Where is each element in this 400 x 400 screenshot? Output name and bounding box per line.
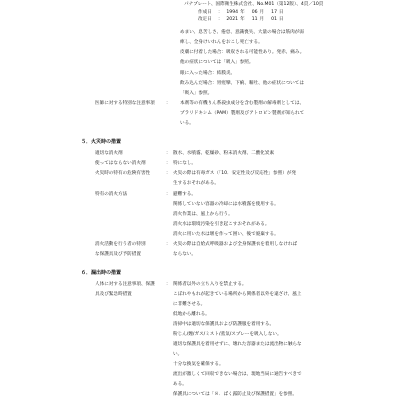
colon: ：	[166, 282, 171, 287]
field-label: 火災時の特有の危険有害性	[95, 171, 151, 176]
created-date: 作成日 ： 1994 年 06 月 17 日	[198, 9, 284, 15]
section-5-title: ５．火災時の措置	[81, 139, 122, 145]
field-value: 粉じん/煙/ガス/ミスト/蒸気/スプレーを吸入しない。	[173, 332, 282, 337]
field-value: ある。	[173, 382, 187, 387]
field-value: 消火作業は、風上から行う。	[173, 212, 233, 217]
symptom-line: 他の症状については「吸入」参照。	[180, 60, 254, 65]
symptom-line: 「吸入」参照。	[180, 91, 213, 96]
colon: ：	[166, 171, 171, 176]
symptom-line: 痺し、全身けいれんをおこし死亡する。	[180, 40, 263, 45]
field-value: 消火に用いた水は堰を作って囲い、後で廃棄する。	[173, 232, 279, 237]
field-value: 火災の際は自給式呼吸器および全身保護衣を着用しなければ	[173, 242, 298, 247]
colon: ：	[166, 101, 171, 106]
field-value: 生するおそれがある。	[173, 181, 219, 186]
symptom-line: めまい、息苦しさ、倦怠、意識喪失、大量の場合は筋肉が弱	[180, 30, 304, 35]
field-label: 適切な消火剤	[95, 151, 123, 156]
colon: ：	[166, 161, 171, 166]
field-label: 具及び緊急時措置	[95, 292, 132, 297]
field-value: 散水、水噴霧、乾燥砂、粉末消火剤、二酸化炭素	[173, 151, 275, 156]
colon: ：	[166, 151, 171, 156]
field-value: 清掃中は適切な保護具および防護服を着用する。	[173, 322, 275, 327]
section-6-title: ６．漏出時の措置	[81, 270, 122, 276]
field-value: 避難する。	[173, 192, 196, 197]
symptom-line: 飲み込んだ場合：胃痙攣、下痢、嘔吐、他の症状については	[180, 81, 304, 86]
field-value: 十分な換気を確保する。	[173, 362, 224, 367]
doctor-note-text: 本剤等の有機りん系殺虫成分を含む製剤の解毒剤としては、	[180, 101, 305, 106]
revised-date: 改定日 ： 2021 年 11 月 01 日	[198, 17, 284, 22]
field-label: 使ってはならない消火剤	[95, 161, 146, 166]
field-label: 特有の消火方法	[95, 192, 128, 197]
document-header	[184, 2, 323, 25]
field-value: ならない。	[173, 252, 196, 257]
field-value: 特になし。	[173, 161, 196, 166]
field-value: 保護具については「８．ばく露防止及び保護措置」を参照。	[173, 392, 297, 397]
field-value: に非難させる。	[173, 302, 206, 307]
doctor-note-text: プラリドキシム（PAM）製剤及びアトロピン製剤が知られて	[180, 111, 305, 116]
header-title: パナプレート、国際衛生株式会社、No.M01（第12版）、4頁／10頁	[184, 2, 324, 7]
symptom-line: 眼に入った場合：結膜炎。	[180, 71, 236, 76]
field-label: 消火活動を行う者の特別	[95, 242, 146, 247]
field-label: 人体に対する注意事項、保護	[95, 282, 155, 287]
field-value: い。	[173, 352, 183, 357]
field-value: 低地から離れる。	[173, 312, 210, 317]
field-label: な保護具及び予防措置	[95, 252, 141, 257]
field-value: 消火水は環境汚染を引き起こすおそれがある。	[173, 222, 270, 227]
field-value: 関係者以外の立ち入りを禁止する。	[173, 282, 247, 287]
field-value: こぼれやもれが起きている場所から関係者以外を遠ざけ、風上	[173, 292, 302, 297]
doctor-note-label: 医師に対する特別な注意事項	[95, 101, 155, 106]
doctor-note-text: いる。	[180, 121, 194, 126]
field-value: 流出が激しくて回収できない場合は、現地当局に通告すべきで	[173, 372, 302, 377]
field-value: 関係していない容器の冷却には水噴霧を使用する。	[173, 202, 279, 207]
symptom-line: 皮膚に付着した場合：吸収される可能性あり。発赤、痛み。	[180, 50, 305, 55]
field-value: 火災の際は有毒ガス（「10．安定性及び反応性」参照）が発	[173, 171, 296, 176]
colon: ：	[166, 242, 171, 247]
field-value: 適切な保護具を着用せずに、壊れた容器または流出物に触らな	[173, 342, 302, 347]
colon: ：	[166, 192, 171, 197]
